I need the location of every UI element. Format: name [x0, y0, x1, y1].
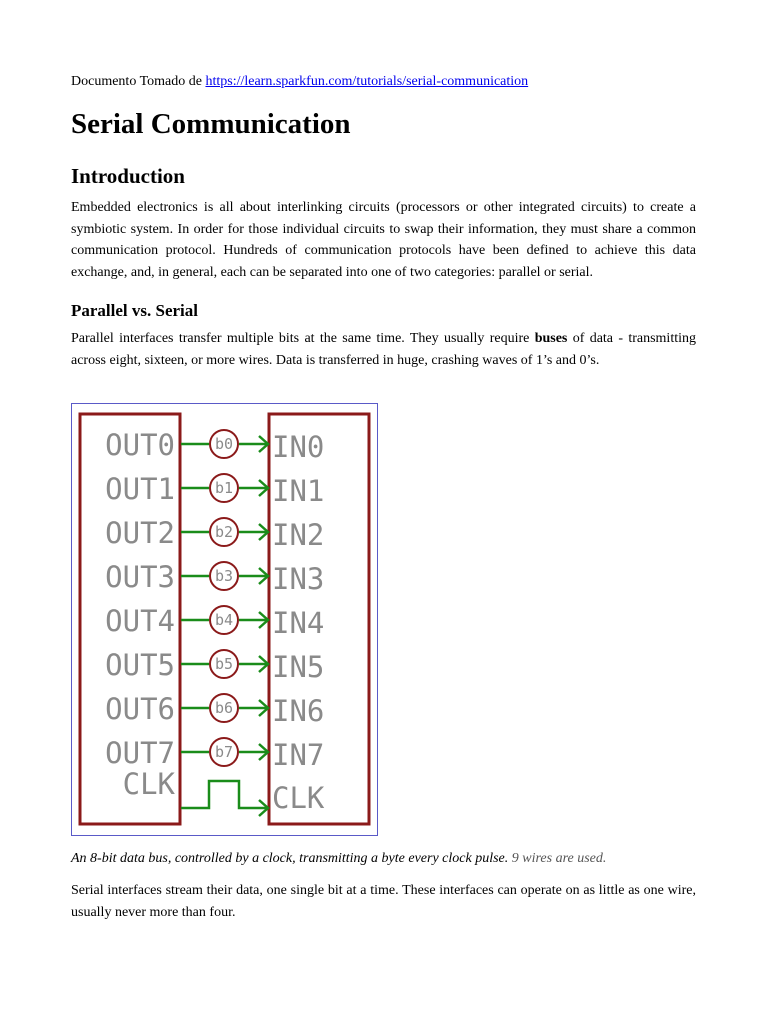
figure-caption — [71, 850, 606, 868]
output-label-5: OUT5 — [105, 648, 175, 682]
output-label-4: OUT4 — [105, 604, 175, 638]
input-label-6: IN6 — [272, 694, 325, 728]
introduction-paragraph: Embedded electronics is all about interlinking circuits (processors or other integrated circuits) to create a symbiotic system. In order for those individual circuits to swap their information, they must share a common communication protocol. Hundreds of communication protocols have been defined to achieve this data exchange, and, in general, each can be separated into one of two categories: parallel or serial. — [71, 200, 696, 280]
input-label-5: IN5 — [272, 650, 325, 684]
bit-label-0: b0 — [214, 435, 234, 453]
input-label-2: IN2 — [272, 518, 325, 552]
parallel-bus-diagram — [72, 404, 377, 835]
input-label-1: IN1 — [272, 474, 325, 508]
buses-bold: buses — [534, 331, 568, 346]
clock-out-label: CLK — [122, 767, 175, 801]
input-label-7: IN7 — [272, 738, 325, 772]
output-label-3: OUT3 — [105, 560, 175, 594]
caption-main: An 8-bit data bus, controlled by a clock, transmitting a byte every clock pulse. — [71, 851, 509, 866]
parallel-paragraph — [71, 328, 696, 371]
clock-pulse-wire — [181, 781, 267, 808]
output-label-7: OUT7 — [105, 736, 175, 770]
input-label-4: IN4 — [272, 606, 325, 640]
caption-end: 9 wires are used. — [508, 851, 607, 866]
source-link[interactable]: https://learn.sparkfun.com/tutorials/serial-communication — [205, 74, 529, 89]
bit-label-6: b6 — [214, 699, 234, 717]
output-label-2: OUT2 — [105, 516, 175, 550]
introduction-heading: Introduction — [71, 164, 185, 188]
output-label-0: OUT0 — [105, 428, 175, 462]
parallel-bus-figure — [71, 403, 378, 836]
bit-label-1: b1 — [214, 479, 234, 497]
input-label-0: IN0 — [272, 430, 325, 464]
bit-label-5: b5 — [214, 655, 234, 673]
source-prefix: Documento Tomado de — [71, 74, 206, 89]
output-label-1: OUT1 — [105, 472, 175, 506]
input-label-3: IN3 — [272, 562, 325, 596]
bit-label-3: b3 — [214, 567, 234, 585]
parallel-text-end: of data - transmitting across eight, sixteen, or more wires. Data is transferred in huge, crashing waves of 1’s and 0’s. — [71, 331, 696, 368]
serial-paragraph: Serial interfaces stream their data, one single bit at a time. These interfaces can operate on as little as one wire, usually never more than four. — [71, 883, 696, 920]
parallel-text-start: Parallel interfaces transfer multiple bits at the same time. They usually require — [71, 331, 535, 346]
clock-in-label: CLK — [272, 781, 325, 815]
bit-label-4: b4 — [214, 611, 234, 629]
bit-label-2: b2 — [214, 523, 234, 541]
parallel-vs-serial-heading: Parallel vs. Serial — [71, 301, 199, 320]
bit-label-7: b7 — [214, 743, 234, 761]
page-title: Serial Communication — [71, 108, 351, 140]
source-line — [71, 73, 528, 91]
output-label-6: OUT6 — [105, 692, 175, 726]
